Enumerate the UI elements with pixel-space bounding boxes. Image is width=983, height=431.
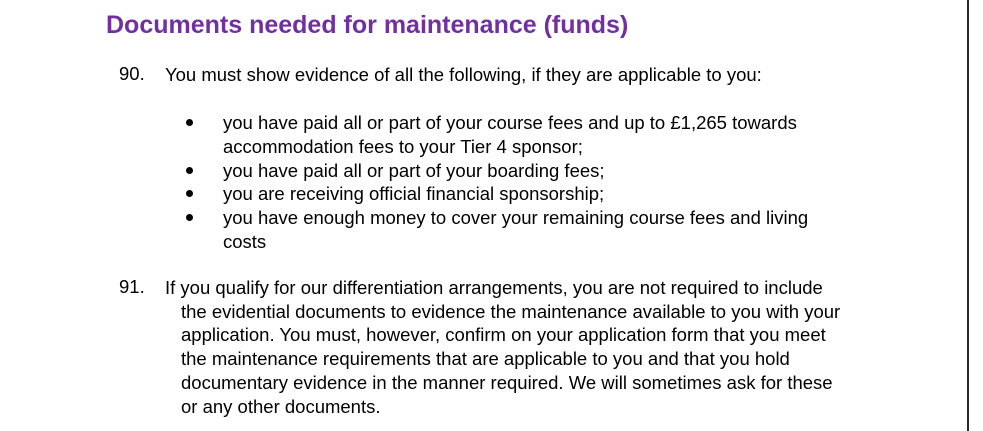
list-item	[186, 182, 826, 206]
list-item-text: you have enough money to cover your remaining course fees and living costs	[223, 207, 809, 252]
page-edge-rule	[967, 0, 969, 431]
bullet-icon	[186, 119, 193, 126]
list-item-text: you are receiving official financial sponsorship;	[223, 183, 605, 205]
list-item-text: you have paid all or part of your course fees and up to £1,265 towards accommodation fees to your Tier 4 sponsor;	[223, 112, 797, 157]
evidence-list	[186, 111, 826, 254]
paragraph-text: You must show evidence of all the following, if they are applicable to you:	[165, 64, 762, 85]
list-item	[186, 206, 826, 254]
bullet-icon	[186, 190, 193, 197]
paragraph-text: If you qualify for our differentiation arrangements, you are not required to include the evidential documents to evidence the maintenance available to you with your application. You must, however, confirm on your application form that you meet the maintenance requirements that are applicable to you and that you hold documentary evidence in the manner required. We will sometimes ask for these or any other documents.	[165, 277, 841, 417]
paragraph-number: 91.	[119, 276, 145, 297]
list-item	[186, 159, 826, 183]
bullet-icon	[186, 167, 193, 174]
list-item	[186, 111, 826, 159]
section-heading: Documents needed for maintenance (funds)	[106, 11, 629, 39]
bullet-icon	[186, 214, 193, 221]
paragraph-number: 90.	[119, 63, 145, 84]
list-item-text: you have paid all or part of your boarding fees;	[223, 159, 605, 181]
